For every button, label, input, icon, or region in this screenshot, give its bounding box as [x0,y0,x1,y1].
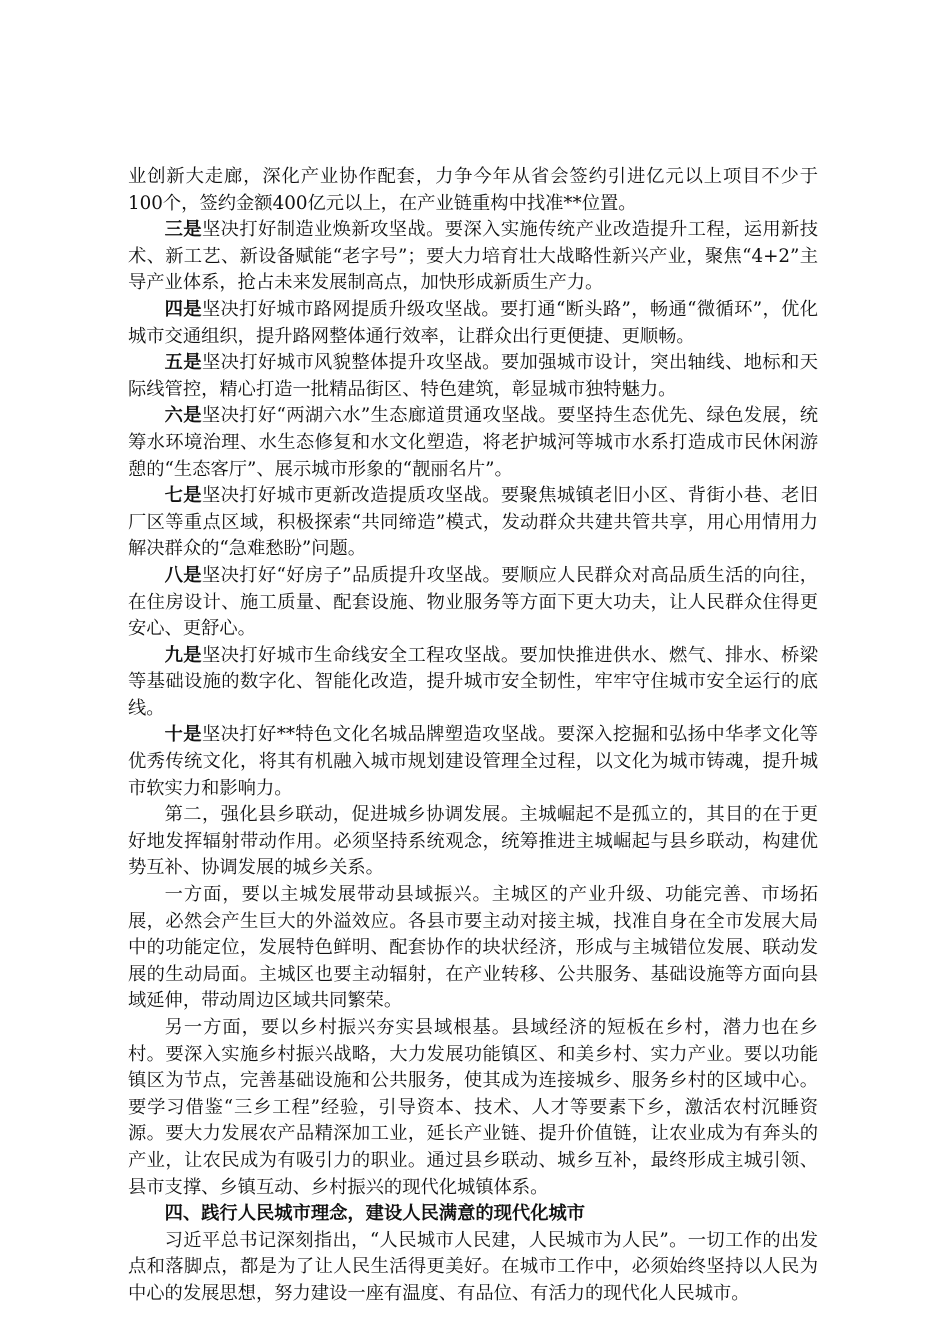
paragraph-item-4 [128,297,818,350]
paragraph-text: 坚决打好城市路网提质升级攻坚战。要打通“断头路”，畅通“微循环”，优化城市交通组织，提升路网整体通行效率，让群众出行更便捷、更顺畅。 [128,298,819,347]
paragraph-lead: 九是 [164,644,202,666]
paragraph-other-hand [128,1015,818,1201]
paragraph-lead: 三是 [164,219,202,241]
section-heading: 四、践行人民城市理念，建设人民满意的现代化城市 [164,1203,586,1225]
paragraph-item-5 [128,350,818,403]
paragraph-text: 业创新大走廊，深化产业协作配套，力争今年从省会签约引进亿元以上项目不少于100个，签约金额400亿元以上，在产业链重构中找准**位置。 [128,166,818,214]
paragraph-text: 习近平总书记深刻指出，“人民城市人民建，人民城市为人民”。一切工作的出发点和落脚点，都是为了让人民生活得更美好。在城市工作中，必须始终坚持以人民为中心的发展思想，努力建设一座有温度、有品位、有活力的现代化人民城市。 [128,1229,818,1304]
paragraph-lead: 七是 [164,485,202,507]
paragraph-text: 一方面，要以主城发展带动县域振兴。主城区的产业升级、功能完善、市场拓展，必然会产生巨大的外溢效应。各县市要主动对接主城，找准自身在全市发展大局中的功能定位，发展特色鲜明、配套协作的块状经济，形成与主城错位发展、联动发展的生动局面。主城区也要主动辐射，在产业转移、公共服务、基础设施等方面向县域延伸，带动周边区域共同繁荣。 [128,884,818,1012]
paragraph-item-8 [128,563,818,643]
paragraph-text: 坚决打好**特色文化名城品牌塑造攻坚战。要深入挖掘和弘扬中华孝文化等优秀传统文化，将其有机融入城市规划建设管理全过程，以文化为城市铸魂，提升城市软实力和影响力。 [128,724,819,799]
paragraph-closing [128,1228,818,1308]
paragraph-section-two [128,802,818,882]
paragraph-text: 另一方面，要以乡村振兴夯实县域根基。县域经济的短板在乡村，潜力也在乡村。要深入实施乡村振兴战略，大力发展功能镇区、和美乡村、实力产业。要以功能镇区为节点，完善基础设施和公共服务，使其成为连接城乡、服务乡村的区域中心。要学习借鉴“三乡工程”经验，引导资本、技术、人才等要素下乡，激活农村沉睡资源。要大力发展农产品精深加工业，延长产业链、提升价值链，让农业成为有奔头的产业，让农民成为有吸引力的职业。通过县乡联动、城乡互补，最终形成主城引领、县市支撑、乡镇互动、乡村振兴的现代化城镇体系。 [128,1017,818,1198]
paragraph-lead: 四是 [164,298,202,320]
paragraph-text: 坚决打好“好房子”品质提升攻坚战。要顺应人民群众对高品质生活的向往，在住房设计、施工质量、配套设施、物业服务等方面下更大功夫，让人民群众住得更安心、更舒心。 [128,564,819,640]
paragraph-lead: 十是 [164,724,202,746]
paragraph-item-10 [128,722,818,802]
paragraph-continuation [128,164,818,217]
paragraph-one-hand [128,882,818,1015]
paragraph-text: 第二，强化县乡联动，促进城乡协调发展。主城崛起不是孤立的，其目的在于更好地发挥辐射带动作用。必须坚持系统观念，统筹推进主城崛起与县乡联动，构建优势互补、协调发展的城乡关系。 [128,804,818,879]
paragraph-item-6 [128,403,818,483]
paragraph-text: 坚决打好制造业焕新攻坚战。要深入实施传统产业改造提升工程，运用新技术、新工艺、新设备赋能“老字号”；要大力培育壮大战略性新兴产业，聚焦“4+2”主导产业体系，抢占未来发展制高点，加快形成新质生产力。 [128,219,819,294]
paragraph-text: 坚决打好城市风貌整体提升攻坚战。要加强城市设计，突出轴线、地标和天际线管控，精心打造一批精品街区、特色建筑，彰显城市独特魅力。 [128,352,819,400]
paragraph-item-7 [128,483,818,563]
paragraph-lead: 八是 [164,564,202,586]
paragraph-text: 坚决打好“两湖六水”生态廊道贯通攻坚战。要坚持生态优先、绿色发展，统筹水环境治理、水生态修复和水文化塑造，将老护城河等城市水系打造成市民休闲游憩的“生态客厅”、展示城市形象的“靓丽名片”。 [128,405,819,480]
document-page [128,164,818,1308]
paragraph-lead: 五是 [164,352,202,374]
paragraph-text: 坚决打好城市生命线安全工程攻坚战。要加快推进供水、燃气、排水、桥梁等基础设施的数字化、智能化改造，提升城市安全韧性，牢牢守住城市安全运行的底线。 [128,644,819,719]
paragraph-lead: 六是 [164,405,202,427]
paragraph-text: 坚决打好城市更新改造提质攻坚战。要聚焦城镇老旧小区、背街小巷、老旧厂区等重点区域，积极探索“共同缔造”模式，发动群众共建共管共享，用心用情用力解决群众的“急难愁盼”问题。 [128,485,819,560]
paragraph-item-9 [128,643,818,723]
paragraph-item-3 [128,217,818,297]
